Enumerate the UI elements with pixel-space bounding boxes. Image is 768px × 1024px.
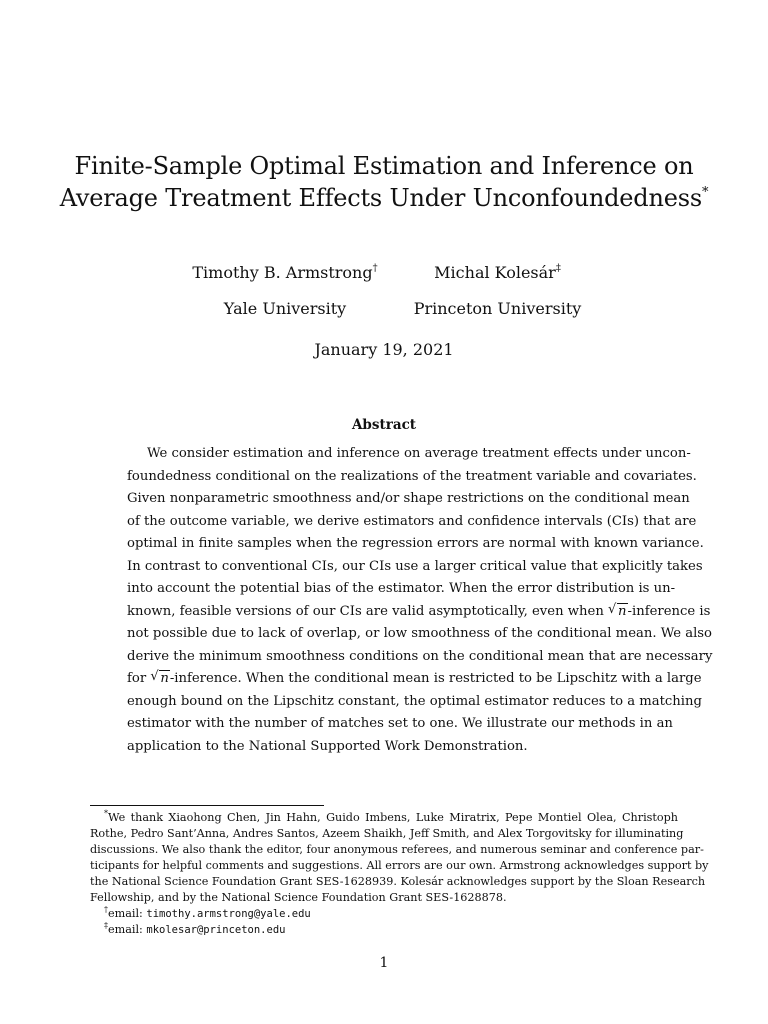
author-footnote-mark: ‡: [555, 263, 561, 274]
abstract-line: not possible due to lack of overlap, or low smoothness of the conditional mean. We also: [127, 626, 712, 641]
footnote-line: Fellowship, and by the National Science Foundation Grant SES-1628878.: [90, 891, 507, 904]
abstract-text: -inference is: [627, 603, 711, 619]
abstract-line: foundedness conditional on the realizations of the treatment variable and covariates.: [127, 468, 697, 484]
abstract-line: Given nonparametric smoothness and/or shape restrictions on the conditional mean: [127, 491, 690, 506]
footnote-mark: †: [104, 905, 108, 914]
author-name: [190, 262, 380, 284]
abstract-text: -inference. When the conditional mean is restricted to be Lipschitz with a large: [169, 671, 702, 686]
email-link[interactable]: timothy.armstrong@yale.edu: [146, 908, 311, 920]
author-footnote-mark: †: [372, 263, 378, 274]
abstract-line: We consider estimation and inference on average treatment effects under uncon-: [147, 446, 691, 461]
paper-date: January 19, 2021: [314, 340, 454, 359]
abstract-text: for: [127, 671, 147, 686]
footnotes: [90, 809, 709, 938]
abstract-body: [127, 443, 713, 758]
footnote-mark: *: [104, 809, 108, 818]
footnote-text: We thank Xiaohong Chen, Jin Hahn, Guido Imbens, Luke Miratrix, Pepe Montiel Olea, Christoph: [108, 811, 678, 824]
abstract-line: of the outcome variable, we derive estimators and confidence intervals (CIs) that are: [127, 513, 697, 529]
author-name: [410, 262, 585, 284]
footnote-rule: [90, 805, 324, 806]
abstract-line: application to the National Supported Work Demonstration.: [127, 738, 528, 754]
author-affiliation: Princeton University: [413, 299, 582, 318]
author-name-text: Timothy B. Armstrong: [192, 263, 373, 282]
abstract-line: into account the potential bias of the estimator. When the error distribution is un-: [127, 581, 676, 596]
author-armstrong: [190, 262, 380, 320]
footnote-line: Rothe, Pedro Sant’Anna, Andres Santos, Azeem Shaikh, Jeff Smith, and Alex Torgovitsky for illuminating: [90, 827, 684, 840]
title-line-1: Finite-Sample Optimal Estimation and Inference on: [74, 152, 694, 180]
page-number: 1: [379, 955, 389, 971]
abstract-line: [127, 668, 702, 691]
footnote-email-armstrong: [90, 906, 678, 922]
footnote-line: [90, 810, 678, 826]
footnote-line: the National Science Foundation Grant SES-1628939. Kolesár acknowledges support by the Sloan Research: [90, 875, 706, 888]
email-link[interactable]: mkolesar@princeton.edu: [146, 924, 286, 936]
sqrt-n-var: n: [160, 671, 169, 686]
sqrt-n-var: n: [618, 603, 627, 619]
abstract-text: known, feasible versions of our CIs are valid asymptotically, even when: [127, 603, 604, 619]
abstract-line: optimal in finite samples when the regression errors are normal with known variance.: [127, 536, 704, 551]
footnote-line: discussions. We also thank the editor, four anonymous referees, and numerous seminar and conference par-: [90, 843, 704, 856]
title-line-2: [0, 182, 768, 214]
abstract-line: In contrast to conventional CIs, our CIs use a larger critical value that explicitly takes: [127, 558, 703, 574]
abstract-line: enough bound on the Lipschitz constant, the optimal estimator reduces to a matching: [127, 693, 702, 709]
title-footnote-mark: *: [701, 185, 709, 200]
author-kolesar: [410, 262, 585, 320]
author-name-text: Michal Kolesár: [434, 263, 556, 282]
email-label: email:: [108, 907, 143, 920]
paper-title: [0, 150, 768, 214]
footnote-line: ticipants for helpful comments and suggestions. All errors are our own. Armstrong acknowledges support by: [90, 859, 709, 872]
footnote-mark: ‡: [104, 921, 108, 930]
sqrt-n-symbol: [150, 668, 170, 691]
abstract-line: derive the minimum smoothness conditions on the conditional mean that are necessary: [127, 648, 713, 664]
title-line-2-text: Average Treatment Effects Under Unconfoundedness: [59, 184, 702, 212]
sqrt-n-symbol: [608, 601, 628, 624]
author-affiliation: Yale University: [223, 299, 347, 318]
footnote-email-kolesar: [90, 922, 678, 938]
abstract-line: estimator with the number of matches set to one. We illustrate our methods in an: [127, 716, 673, 731]
abstract-heading: Abstract: [351, 417, 417, 433]
email-label: email:: [108, 923, 143, 936]
abstract-line: [127, 601, 711, 624]
